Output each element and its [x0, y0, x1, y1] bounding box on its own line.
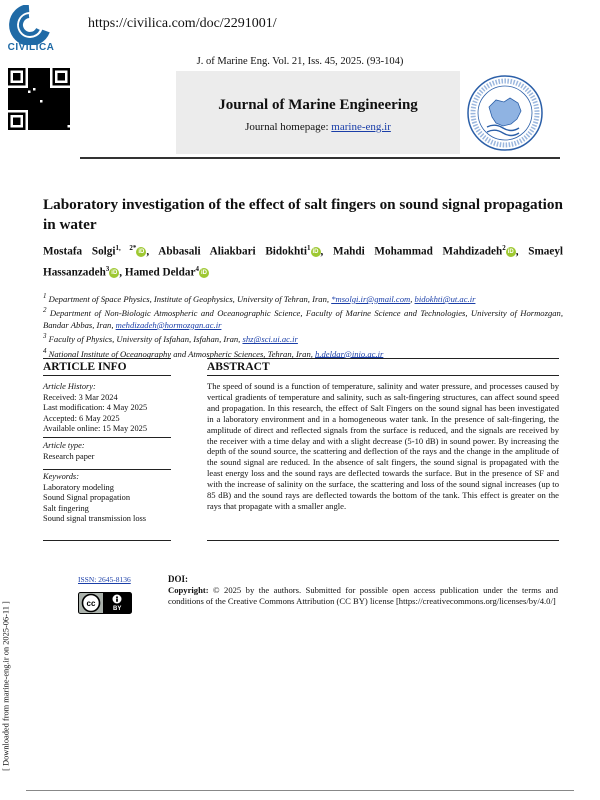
civilica-logo[interactable]	[6, 5, 52, 45]
author-separator: ,	[146, 245, 159, 258]
author-separator: ,	[515, 245, 529, 258]
page-bottom-rule	[26, 790, 574, 791]
cc-icon	[78, 592, 132, 614]
keyword: Laboratory modeling	[43, 482, 114, 492]
keyword: Sound Signal propagation	[43, 493, 131, 503]
keywords-label: Keywords:	[43, 472, 79, 481]
accepted-date: Accepted: 6 May 2025	[43, 413, 120, 423]
author-affil-ref: 4	[195, 264, 199, 273]
qr-code	[8, 68, 70, 130]
affil-number: 3	[43, 332, 47, 341]
history-label: Article History:	[43, 382, 96, 391]
affiliation-2	[43, 305, 563, 331]
abstract-heading: ABSTRACT	[207, 361, 270, 373]
last-modification-date: Last modification: 4 May 2025	[43, 403, 148, 413]
author-affil-ref: 1, 2*	[115, 244, 137, 252]
journal-citation: J. of Marine Eng. Vol. 21, Iss. 45, 2025. (93-104)	[196, 56, 404, 67]
keywords-block	[43, 472, 171, 525]
abstract-text: The speed of sound is a function of temperature, salinity and water pressure, and processes caused by vertical gradients of temperature and salinity, such as salt-fingering structures, can affect sound speed and propagation. In this research, the effect of Salt Fingers on the sound signal has been investigated in a laboratory environment and in a homogeneous water tank. In the presence of salt-fingering, the amplitude of direct and reflected signals from the surface is reduced, and the signals are received by the receiver with a time delay and with a slight decrease (5-10 dB) in sound power. By increasing the depth of the sound source, the scattering and deflection of the rays and the change in the amplitude of the sound signal are reduced. In the absence of salt fingers, the sound signal is propagated with the least energy loss and the sound rays are deflected towards the surface. But in the presence of SF and with the increase of salinity on the surface, the scattering and loss of the sound signal increases (up to 85 dB) and the sound rays are deflected towards the bottom of the tank. This effect is greater on the rays that propagate with a smaller angle.	[207, 381, 559, 511]
download-note	[0, 591, 12, 781]
homepage-link[interactable]: marine-eng.ir	[331, 121, 391, 133]
svg-text:cc: cc	[86, 599, 96, 608]
article-history	[43, 382, 171, 435]
header-divider	[80, 157, 560, 159]
email-link[interactable]: bidokhti@ut.ac.ir	[414, 293, 476, 304]
type-label: Article type:	[43, 441, 85, 450]
author-separator: ,	[320, 245, 334, 258]
affil-number: 1	[43, 292, 47, 300]
affil-number: 2	[43, 306, 47, 315]
journal-emblem	[465, 73, 545, 153]
affil-text: Department of Space Physics, Institute of Geophysics, University of Tehran, Iran,	[48, 293, 332, 304]
orcid-icon[interactable]: iD	[111, 269, 118, 276]
affil-text: Faculty of Physics, University of Isfahan, Isfahan, Iran,	[48, 334, 243, 345]
doi-label: DOI:	[168, 574, 188, 584]
keyword: Sound signal transmission loss	[43, 514, 147, 524]
type-value: Research paper	[43, 451, 95, 461]
copyright-text: © 2025 by the authors. Submitted for possible open access publication under the terms and conditions of the Creative Commons Attribution (CC BY) license [https://creativecommons.org/licenses/by/4.0/]	[168, 585, 558, 606]
divider	[207, 358, 559, 359]
author-affil-ref: 1	[307, 244, 311, 252]
divider	[43, 358, 171, 359]
affil-number: 4	[43, 346, 47, 355]
affil-text: Department of Non-Biologic Atmospheric and Oceanographic Science, Faculty of Marine Science and Technologies, University of Hormozgan, Bandar Abbas, Iran,	[43, 308, 563, 330]
orcid-icon[interactable]: iD	[312, 249, 319, 256]
divider	[207, 375, 559, 376]
orcid-icon[interactable]: iD	[507, 249, 514, 256]
available-online-date: Available online: 15 May 2025	[43, 424, 148, 434]
issn-link[interactable]: ISSN: 2645-8136	[78, 575, 131, 584]
document-url[interactable]: https://civilica.com/doc/2291001/	[88, 16, 277, 31]
author-name: Hamed Deldar	[124, 266, 196, 279]
author-name: Abbasali Aliakbari Bidokhti	[158, 245, 308, 258]
orcid-icon[interactable]: iD	[200, 269, 207, 276]
author-name: Mostafa Solgi	[43, 245, 116, 258]
affil-separator: ,	[410, 293, 415, 304]
divider	[43, 469, 171, 470]
orcid-icon[interactable]: iD	[138, 249, 145, 256]
cc-by-license-badge[interactable]	[78, 592, 132, 614]
author-affil-ref: 2	[502, 244, 506, 252]
journal-homepage	[176, 121, 460, 133]
journal-title: Journal of Marine Engineering	[218, 97, 418, 113]
copyright-label: Copyright:	[168, 585, 209, 595]
email-link[interactable]: h.deldar@inio.ac.ir	[315, 348, 384, 359]
affil-text: National Institute of Oceanography and Atmospheric Sciences, Tehran, Iran,	[48, 348, 316, 359]
email-link[interactable]: mehdizadeh@hormozgan.ac.ir	[115, 319, 222, 330]
divider	[43, 437, 171, 438]
brand-name: CIVILICA	[7, 42, 55, 53]
author-name: Mahdi Mohammad Mahdizadeh	[333, 245, 503, 258]
author-name: Smaeyl Hassanzadeh	[43, 245, 564, 279]
email-link[interactable]: *msolgi.ir@gmail.com	[331, 293, 411, 304]
homepage-label: Journal homepage:	[245, 121, 329, 133]
article-type	[43, 441, 171, 462]
affiliations	[43, 291, 563, 360]
author-list	[43, 240, 563, 281]
cc-badge-text: BY	[113, 606, 122, 612]
keyword: Salt fingering	[43, 503, 89, 513]
download-note-text: [ Downloaded from marine-eng.ir on 2025-06-11 ]	[1, 601, 11, 771]
divider	[43, 375, 171, 376]
author-separator: ,	[119, 266, 125, 279]
author-affil-ref: 3	[105, 264, 110, 273]
article-info-heading: ARTICLE INFO	[43, 361, 127, 373]
affiliation-1	[43, 291, 563, 305]
received-date: Received: 3 Mar 2024	[43, 392, 118, 402]
email-link[interactable]: shz@sci.ui.ac.ir	[242, 334, 298, 345]
copyright-notice	[168, 585, 558, 607]
paper-title: Laboratory investigation of the effect of salt fingers on sound signal propagation in water	[43, 196, 563, 233]
divider	[43, 540, 171, 541]
divider	[207, 540, 559, 541]
affiliation-3	[43, 331, 563, 345]
